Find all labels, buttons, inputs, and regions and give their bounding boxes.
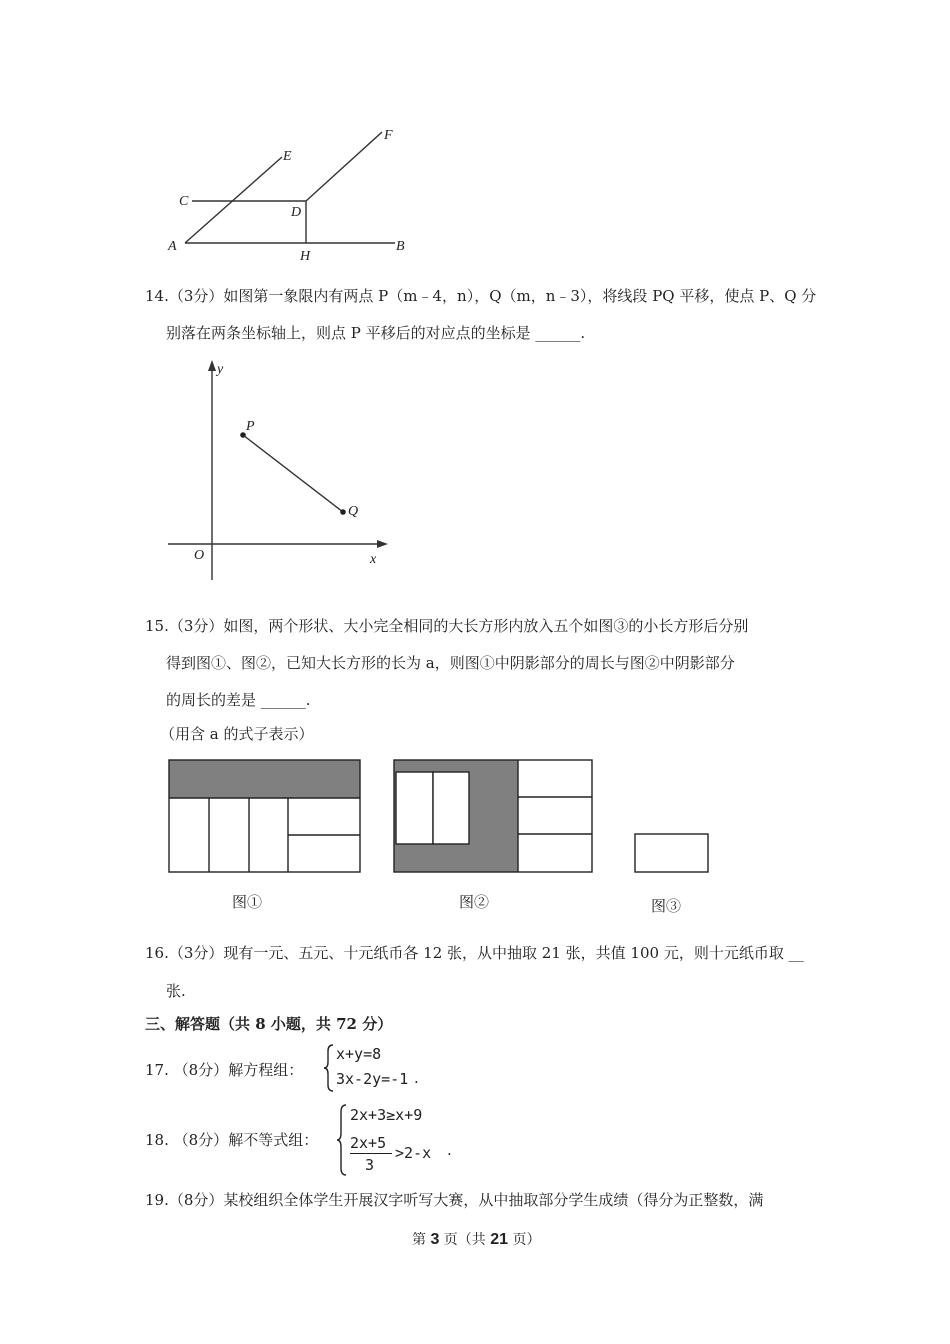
label-e: E <box>283 149 292 164</box>
x-axis-arrow <box>377 540 388 548</box>
footer-total-pages: 21 <box>490 1231 509 1248</box>
q18-fraction-denominator: 3 <box>365 1156 375 1174</box>
figure-15-3 <box>634 833 710 875</box>
label-a: A <box>168 239 177 254</box>
figure-14-coordinate-plane <box>160 355 400 585</box>
q17-equation-1: x+y=8 <box>336 1045 382 1063</box>
q18-brace <box>335 1103 349 1177</box>
q17-number: 17. <box>145 1061 169 1079</box>
q15-text-2: 得到图①、图②，已知大长方形的长为 a，则图①中阴影部分的周长与图②中阴影部分 <box>166 654 735 672</box>
q14-line2 <box>166 323 585 343</box>
label-c: C <box>179 194 189 209</box>
label-x: x <box>370 552 377 567</box>
q18-inequality-2-rest: >2-x <box>395 1144 432 1162</box>
figure-15-1 <box>168 759 362 874</box>
q15-number: 15. <box>145 617 169 635</box>
q17-period: . <box>414 1069 419 1087</box>
q16-text-1: 现有一元、五元、十元纸币各 12 张，从中抽取 21 张，共值 100 元，则十元纸币取 __ <box>223 944 804 962</box>
q17-equation-2: 3x-2y=-1 <box>336 1070 409 1088</box>
q16-line1 <box>145 943 804 963</box>
label-b: B <box>396 239 405 254</box>
caption-fig3: 图③ <box>651 897 682 915</box>
point-p <box>240 432 246 438</box>
q14-text-2: 别落在两条坐标轴上，则点 P 平移后的对应点的坐标是 ______. <box>166 324 586 342</box>
q15-text-4: （用含 a 的式子表示） <box>160 725 314 743</box>
figure-15-2 <box>393 759 595 874</box>
label-d: D <box>291 205 302 220</box>
q17-text: 解方程组： <box>228 1061 304 1079</box>
q18-inequality-1: 2x+3≥x+9 <box>350 1106 423 1124</box>
q15-points: （3分） <box>168 617 224 635</box>
label-q: Q <box>348 504 359 519</box>
footer-page-number: 3 <box>430 1231 440 1248</box>
footer-mid: 页（共 <box>439 1232 491 1248</box>
label-p: P <box>246 419 255 434</box>
section-3-title: 三、解答题（共 8 小题，共 72 分） <box>145 1015 393 1033</box>
q17-prompt <box>145 1060 303 1080</box>
y-axis-arrow <box>208 360 216 371</box>
q15-line1 <box>145 616 748 636</box>
label-h: H <box>300 249 311 264</box>
footer-prefix: 第 <box>412 1232 431 1248</box>
q14-number: 14. <box>145 287 169 305</box>
q19-text-1: 某校组织全体学生开展汉字听写大赛，从中抽取部分学生成绩（得分为正整数，满 <box>223 1191 764 1209</box>
q16-text-2: 张. <box>166 982 186 1000</box>
q18-prompt <box>145 1130 318 1150</box>
q14-points: （3分） <box>168 287 224 305</box>
segment-pq <box>243 435 343 512</box>
q14-text-1: 如图第一象限内有两点 P（m﹣4，n），Q（m，n﹣3），将线段 PQ 平移，使点 P、Q 分 <box>223 287 817 305</box>
q15-line3 <box>166 690 311 710</box>
fig2-small-rect-left <box>396 772 433 844</box>
label-f: F <box>384 128 393 143</box>
label-origin: O <box>194 548 205 563</box>
q18-number: 18. <box>145 1131 169 1149</box>
q18-points: （8分） <box>173 1131 229 1149</box>
q18-text: 解不等式组： <box>228 1131 319 1149</box>
caption-fig1: 图① <box>232 893 263 911</box>
q16-number: 16. <box>145 944 169 962</box>
q15-text-1: 如图，两个形状、大小完全相同的大长方形内放入五个如图③的小长方形后分别 <box>223 617 749 635</box>
footer-suffix: 页） <box>508 1232 541 1248</box>
line-df <box>306 132 382 201</box>
figure-13-geometry <box>160 120 420 270</box>
point-q <box>340 509 346 515</box>
fig3-small-rect <box>635 834 708 872</box>
q19-number: 19. <box>145 1191 169 1209</box>
q18-period: . <box>447 1141 452 1159</box>
fig1-shaded-strip <box>169 760 360 798</box>
label-y: y <box>217 362 224 377</box>
q15-text-3: 的周长的差是 ______. <box>166 691 311 709</box>
page-footer <box>412 1229 541 1249</box>
q16-points: （3分） <box>168 944 224 962</box>
q15-line4 <box>160 724 313 744</box>
fig2-small-rect-right <box>433 772 469 844</box>
caption-fig2: 图② <box>459 893 490 911</box>
q18-fraction-numerator: 2x+5 <box>350 1134 387 1152</box>
line-ae <box>185 157 282 243</box>
q16-line2 <box>166 981 186 1001</box>
q14-line1 <box>145 286 816 306</box>
q15-line2 <box>166 653 735 673</box>
q17-brace <box>322 1043 336 1093</box>
q19-points: （8分） <box>168 1191 224 1209</box>
q19-line1 <box>145 1190 763 1210</box>
q17-points: （8分） <box>173 1061 229 1079</box>
